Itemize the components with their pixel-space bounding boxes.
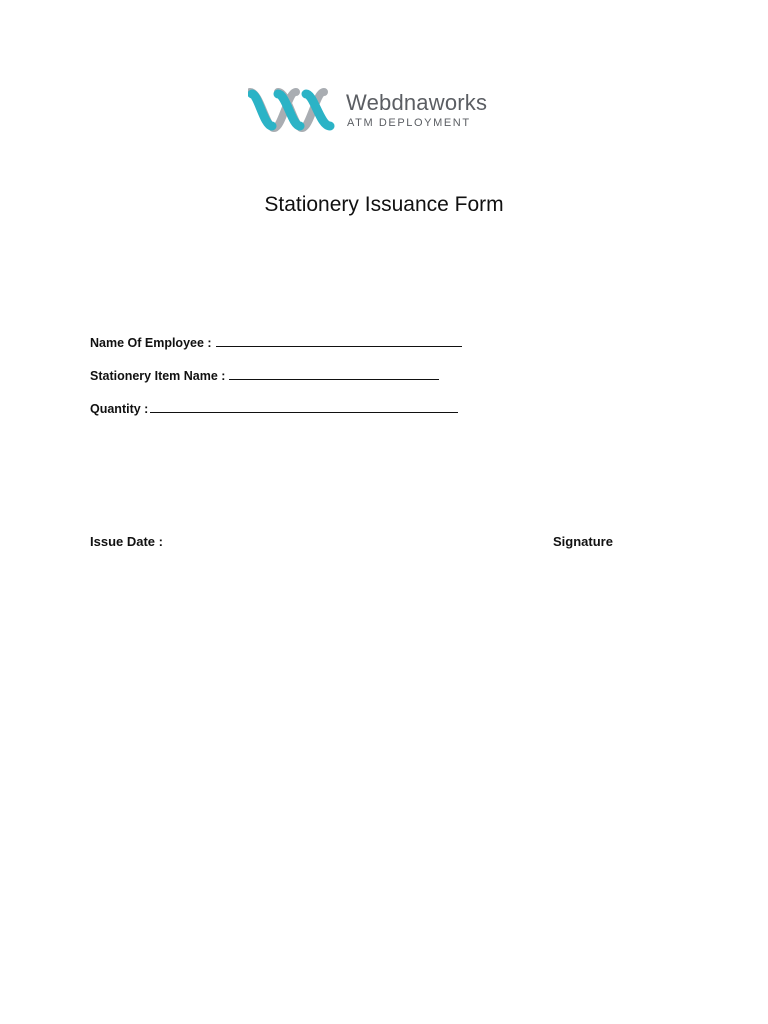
item-name-blank[interactable] [229, 378, 439, 380]
employee-name-blank[interactable] [216, 345, 462, 347]
company-logo [248, 88, 488, 136]
brand-name: Webdnaworks [346, 90, 488, 115]
item-name-field[interactable] [90, 369, 439, 383]
quantity-field[interactable] [90, 402, 458, 416]
quantity-label: Quantity : [90, 402, 149, 416]
employee-name-label: Name Of Employee : [90, 336, 212, 350]
brand-tagline: ATM DEPLOYMENT [347, 117, 471, 129]
wave-w-logo-icon [248, 88, 338, 134]
item-name-label: Stationery Item Name : [90, 369, 226, 383]
form-title: Stationery Issuance Form [264, 193, 504, 216]
issue-date-label: Issue Date : [90, 534, 163, 549]
employee-name-field[interactable] [90, 336, 462, 350]
quantity-blank[interactable] [150, 411, 458, 413]
signature-label: Signature [553, 534, 613, 549]
